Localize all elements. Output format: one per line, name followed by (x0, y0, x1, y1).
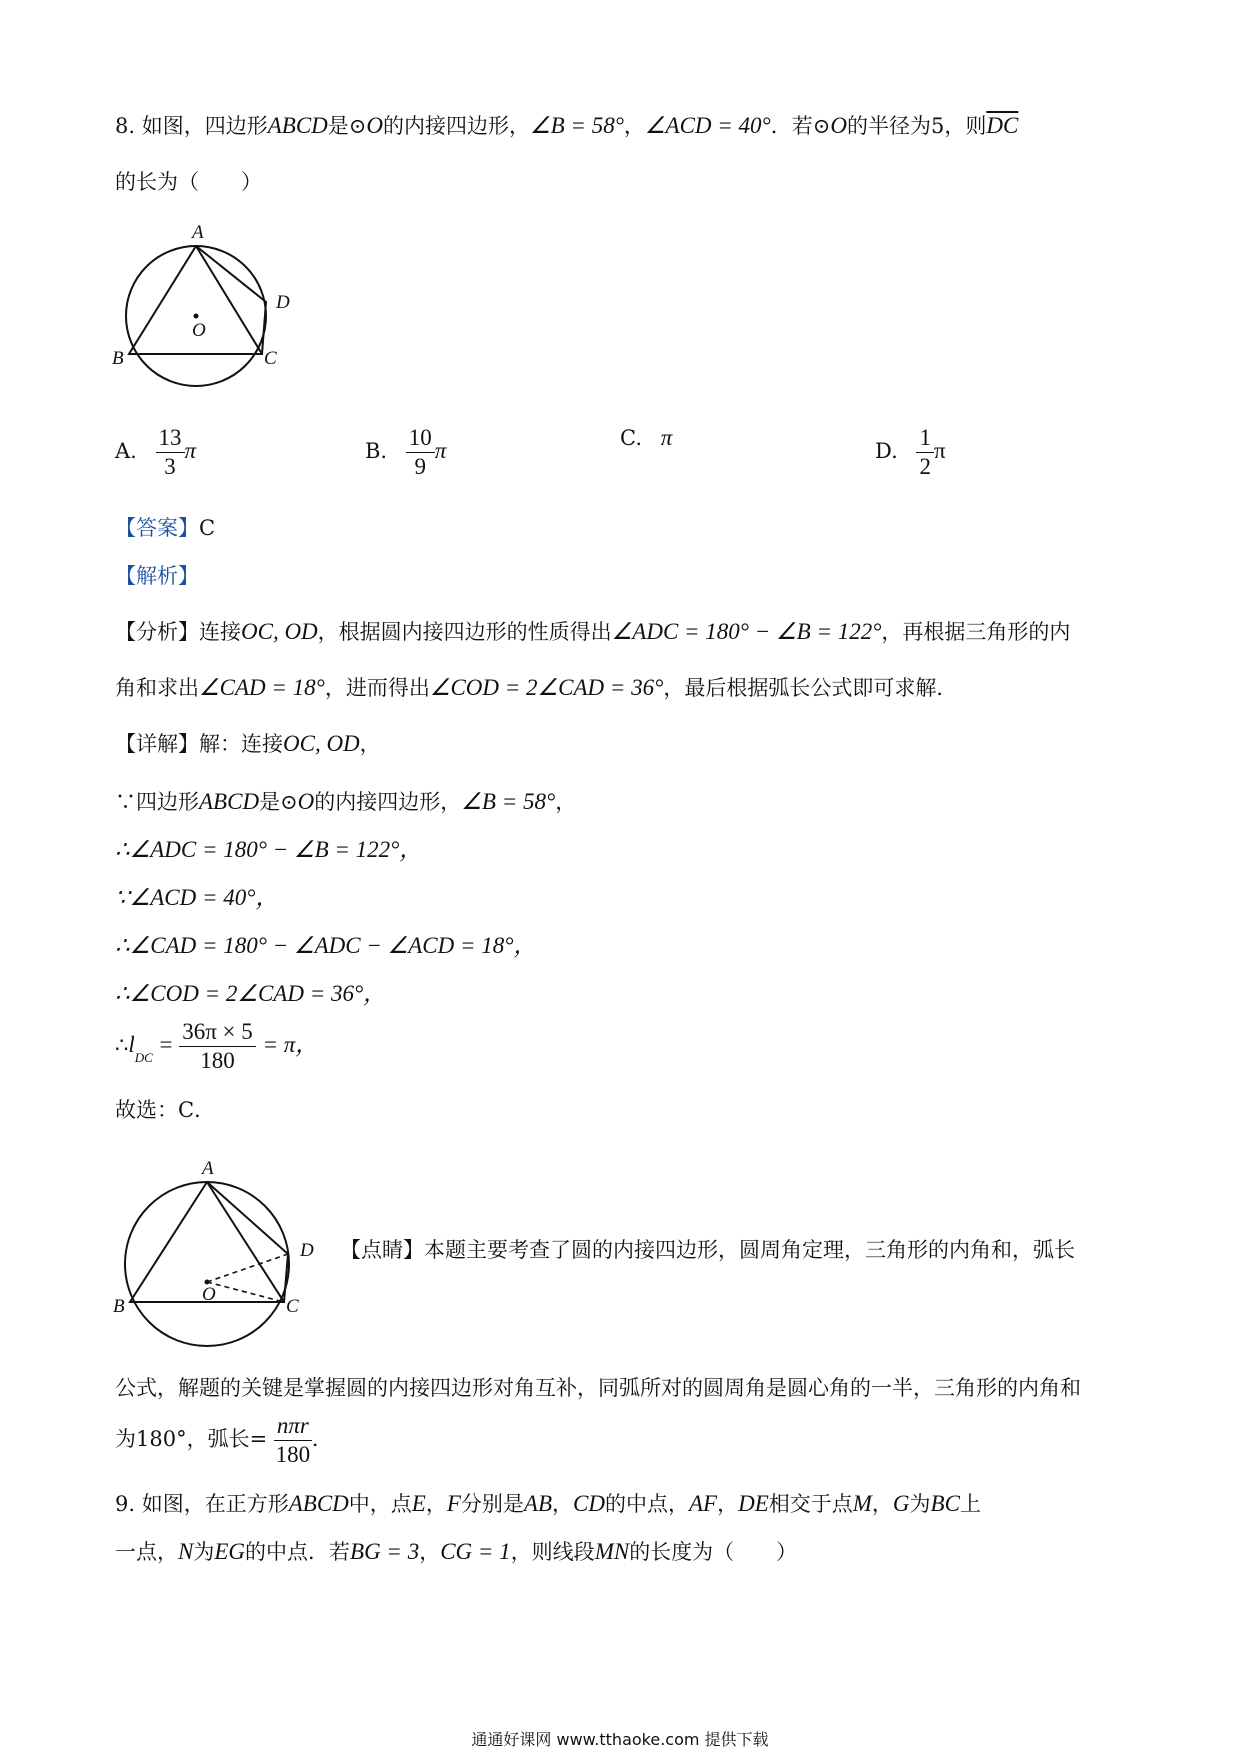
q9-line1: 9. 如图，在正方形ABCD中，点E，F分别是AB，CD的中点，AF，DE相交于点M，G为BC上 (115, 1491, 981, 1516)
circle-o2 (125, 1182, 289, 1346)
dianjing-line2: 公式，解题的关键是掌握圆的内接四边形对角互补，同弧所对的圆周角是圆心角的一半，三角形的内角和 (115, 1376, 1081, 1400)
option-d[interactable]: D. $\frac{1}{2}$ π (875, 425, 946, 479)
label-o: O (192, 320, 206, 341)
label-b-2: B (113, 1296, 125, 1317)
step-2: ∴∠ADC = 180° − ∠B = 122°， (115, 837, 423, 862)
step-5: ∴∠COD = 2∠CAD = 36°， (115, 981, 387, 1006)
center-dot (194, 314, 199, 319)
label-c: C (264, 348, 277, 369)
label-o-2: O (202, 1284, 216, 1305)
dashed-od (207, 1254, 288, 1282)
fenxi-line1: 【分析】连接OC, OD，根据圆内接四边形的性质得出∠ADC = 180° − ∠B = 122°，再根据三角形的内 (115, 619, 1071, 644)
label-a: A (192, 222, 204, 243)
q8-figure (110, 218, 310, 398)
step-1: ∵四边形ABCD是⊙O的内接四边形，∠B = 58°， (115, 789, 577, 814)
page-footer: 通通好课网 www.tthaoke.com 提供下载 (471, 1730, 769, 1749)
option-a[interactable]: A. $\frac{13}{3}$ π (115, 425, 197, 479)
option-c[interactable]: C. π (620, 425, 673, 450)
label-b: B (112, 348, 124, 369)
q8-stem-line1: 8. 如图，四边形ABCD是⊙O的内接四边形，∠B = 58°，∠ACD = 40°．若⊙O的半径为5，则$\overline{DC}$ (115, 113, 1019, 138)
label-a-2: A (202, 1158, 214, 1179)
xiangjie-line: 【详解】解：连接OC, OD， (115, 731, 381, 756)
answer-line: 【答案】C (115, 516, 216, 540)
guxuan: 故选：C． (115, 1098, 216, 1122)
step-4: ∴∠CAD = 180° − ∠ADC − ∠ACD = 18°， (115, 933, 537, 958)
q8-stem-line2: 的长为（ ） (115, 170, 262, 194)
option-b[interactable]: B. $\frac{10}{9}$ π (365, 425, 447, 479)
label-c-2: C (286, 1296, 299, 1317)
step-6: $\therefore l_{DC}$ = $\frac{36\pi \times 5}{180}$ = π， (115, 1019, 319, 1073)
analysis-tag: 【解析】 (115, 564, 199, 588)
dianjing-line1: 【点睛】本题主要考查了圆的内接四边形，圆周角定理，三角形的内角和，弧长 (340, 1238, 1075, 1262)
dianjing-line3: 为180°，弧长= $\frac{\text{nπr}}{180}$ ． (115, 1413, 333, 1467)
q9-line2: 一点，N为EG的中点．若BG = 3，CG = 1，则线段MN的长度为（ ） (115, 1539, 798, 1564)
fenxi-line2: 角和求出∠CAD = 18°，进而得出∠COD = 2∠CAD = 36°，最后根据弧长公式即可求解． (115, 675, 958, 700)
label-d: D (276, 292, 290, 313)
q8-solution-figure (110, 1150, 330, 1350)
step-3: ∵∠ACD = 40°， (115, 885, 279, 910)
label-d-2: D (300, 1240, 314, 1261)
